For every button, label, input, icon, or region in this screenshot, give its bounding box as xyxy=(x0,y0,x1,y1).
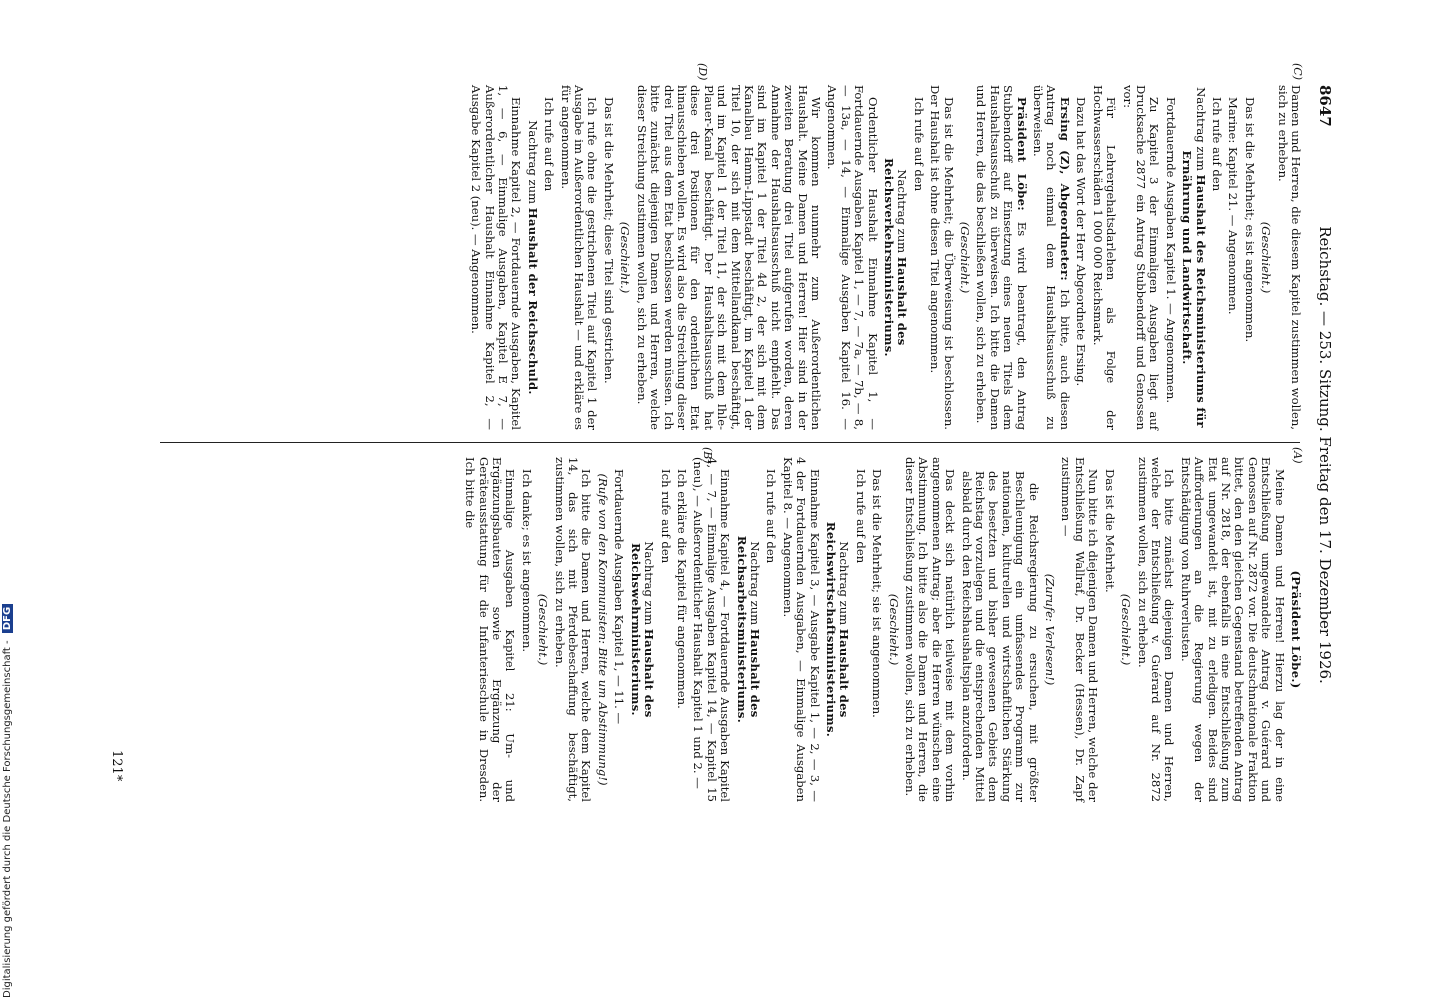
paragraph: Ich rufe ohne die gestrichenen Titel auf Kapitel 1 der Ausgabe im Außerordentlichen Haushalt — und erkläre es für angenommen. xyxy=(558,85,600,430)
section-heading-title: Haushalt des Reichsverkehrsministeriums. xyxy=(882,158,910,357)
section-heading: Nachtrag zum Haushalt des Reichsministeriums für Ernährung und Landwirtschaft. xyxy=(1180,87,1208,428)
paragraph: Dazu hat das Wort der Herr Abgeordnete Ersing. xyxy=(1074,97,1089,387)
paragraph: Das ist die Mehrheit; die Überweisung ist beschlossen. Der Haushalt ist ohne diesen Titel angenommen. xyxy=(928,85,956,430)
paragraph: Zu Kapitel 3 der Einmaligen Ausgaben liegt auf Drucksache 2877 ein Antrag Stubbendorff und Genossen vor: xyxy=(1120,85,1162,430)
section-heading-title: Haushalt des Reichsarbeitsministeriums. xyxy=(734,535,762,724)
stage-direction: (Geschieht.) xyxy=(618,221,633,294)
section-heading-title: Haushalt der Reichsschuld. xyxy=(525,207,540,395)
stage-direction: (Geschieht.) xyxy=(958,221,973,294)
paragraph: Ich erkläre die Kapitel für angenommen. xyxy=(674,469,689,709)
margin-marker-a: (A) xyxy=(1291,447,1304,464)
section-heading-title: Haushalt des Reichswirtschaftsministeriums. xyxy=(824,521,852,738)
stage-direction: (Rufe von den Kommunisten: Bitte um Abstimmung!) xyxy=(595,473,610,786)
margin-marker-b: (B) xyxy=(701,447,714,464)
paragraph: Das ist die Mehrheit; diese Titel sind gestrichen. xyxy=(601,97,616,384)
speaker-name: Ersing (Z), Abgeordneter: xyxy=(1057,97,1072,281)
paragraph: Einnahme Kapitel 2, — Fortdauernde Ausgaben, Kapitel 1, — 6, — Einmalige Ausgaben, Kapitel E 7, — Außerordentlicher Haushalt Einnahme Kapitel 2, — Ausgabe Kapitel 2 (neu). — Angenommen. xyxy=(469,85,524,430)
speaker-heading: (Präsident Löbe.) xyxy=(1289,570,1303,689)
paragraph: Das ist die Mehrheit. xyxy=(1102,469,1117,593)
paragraph: Das ist die Mehrheit; es ist angenommen. xyxy=(1242,97,1257,343)
stage-direction: (Geschieht.) xyxy=(1119,593,1134,666)
section-heading: Nachtrag zum Haushalt der Reichsschuld. xyxy=(525,120,540,395)
paragraph: Ich bitte die Damen und Herren, welche dem Kapitel 14, das sich mit Pferdebeschaffung beschäftigt, zustimmen wollen, sich zu erheben. xyxy=(552,457,594,802)
text-column-first xyxy=(466,85,1302,430)
column-divider xyxy=(160,442,1300,443)
section-heading: Nachtrag zum Haushalt des Reichswirtschaftsministeriums. xyxy=(824,521,852,738)
paragraph: Für Lehrergehaltsdarlehen als Folge der Hochwasserschäden 1 000 000 Reichsmark. xyxy=(1090,85,1119,430)
page-header xyxy=(1312,85,1334,825)
paragraph: Das ist die Mehrheit; sie ist angenommen. xyxy=(870,469,885,718)
paragraph: Ich bitte zunächst diejenigen Damen und Herren, welche der Entschließung v. Guérard auf Nr. 2872 zustimmen wollen, sich zu erheben. xyxy=(1135,457,1177,802)
section-heading: Nachtrag zum Haushalt des Reichswehrministeriums. xyxy=(628,541,657,718)
speech: Ersing (Z), Abgeordneter: Ich bitte, auch diesen Antrag noch einmal dem Haushaltsausschuß zu überweisen. xyxy=(1031,85,1072,430)
paragraph: Wir kommen nunmehr zum Außerordentlichen Haushalt. Meine Damen und Herren! Hier sind in der zweiten Beratung drei Titel aufgerufen worden, deren Annahme der Haushaltsausschuß nicht empfiehlt. Das sind im Kapitel 1 der Titel 4d 2, der sich mit dem Kanalbau Hamm-Lippstadt beschäftigt, im Kapitel 1 der Titel 10, der sich mit dem Mittellandkanal beschäftigt, und im Kapitel 1 der Titel 11, der sich mit dem Ihle-Plauer-Kanal beschäftigt. Der Haushaltsausschuß hat diese drei Positionen für den ordentlichen Etat hinausschieben wollen. Es wird also die Streichung dieser drei Titel aus dem Etat beschlossen werden müssen. Ich bitte zunächst diejenigen Damen und Herren, welche dieser Streichung zustimmen wollen, sich zu erheben. xyxy=(634,85,823,430)
page-title: Reichstag. — 253. Sitzung. Freitag den 17. Dezember 1926. xyxy=(1316,226,1334,684)
paragraph: Ich rufe auf den xyxy=(542,97,557,192)
section-heading-title: Haushalt des Reichswehrministeriums. xyxy=(628,543,657,718)
page-number: 8647 xyxy=(1316,85,1334,127)
speech: Präsident Löbe: Es wird beantragt, den Antrag Stubbendorff auf Einsetzung eines neuen Titels dem Haushaltsausschuß zu überweisen. Ich bitte die Damen und Herren, die das beschließen wollen, sich zu erheben. xyxy=(974,85,1029,430)
margin-marker-d: (D) xyxy=(696,63,709,81)
paragraph: Fortdauernde Ausgaben Kapitel 1. — Angenommen. xyxy=(1163,97,1178,403)
paragraph: Fortdauernde Ausgaben Kapitel 1, — 11. — xyxy=(612,469,627,725)
printer-signature: 121* xyxy=(109,750,124,782)
paragraph: Damen und Herren, die diesem Kapitel zustimmen wollen, sich zu erheben. xyxy=(1275,85,1303,430)
stage-direction: (Geschieht.) xyxy=(1259,221,1274,294)
paragraph: Meine Damen und Herren! Hierzu lag der in eine Entschließung umgewandelte Antrag v. Guérard und Genossen auf Nr. 2872 vor. Die deutschnationale Fraktion bittet, den den gleichen Gegenstand betreffenden Antrag auf Nr. 2818, der ebenfalls in eine Entschließung zum Etat umgewandelt ist, mit zu erledigen. Beides sind Aufforderungen an die Regierung wegen der Entschädigung von Ruhrverlusten. xyxy=(1178,457,1287,802)
margin-marker-c: (C) xyxy=(1291,63,1304,80)
speaker-name: Präsident Löbe: xyxy=(1014,97,1029,211)
paragraph: Einmalige Ausgaben Kapitel 21: Um- und Ergänzungsbauten sowie Ergänzung der Geräteausstattung für die Infanterieschule in Dresden. Ich bitte die xyxy=(463,457,518,802)
section-heading-title: Haushalt des Reichsministeriums für Ernährung und Landwirtschaft. xyxy=(1180,150,1208,428)
stage-direction: (Geschieht.) xyxy=(886,593,901,666)
funding-sidebar xyxy=(2,598,16,998)
paragraph: Ordentlicher Haushalt Einnahme Kapitel 1, — Fortdauernde Ausgaben Kapitel 1, — 7, — 7a, — 7b, — 8, — 13a, — 14, — Einmalige Ausgaben Kapitel 16. — Angenommen. xyxy=(825,85,880,430)
paragraph: Ich rufe auf den xyxy=(911,97,926,192)
paragraph: Das deckt sich natürlich teilweise mit dem vorhin angenommenen Antrag; aber die Herren wünschen eine Abstimmung. Ich bitte also die Damen und Herren, die dieser Entschließung zustimmen wollen, sich zu erheben. xyxy=(903,457,958,802)
section-heading: Nachtrag zum Haushalt des Reichsverkehrsministeriums. xyxy=(882,158,910,357)
quoted-text: die Reichsregierung zu ersuchen, mit größter Beschleunigung ein umfassendes Programm zur nationalen, kulturellen und wirtschaftlichen Stärkung des besetzten und bisher gewesenen Gebiets dem Reichstag vorzulegen und die entsprechenden Mittel alsbald durch den Reichshaushaltsplan anzufordern. xyxy=(959,471,1041,802)
section-heading: Nachtrag zum Haushalt des Reichsarbeitsministeriums. xyxy=(734,535,762,724)
paragraph: Ich danke; es ist angenommen. xyxy=(519,469,534,653)
stage-direction: (Geschieht.) xyxy=(536,593,551,666)
paragraph: Nun bitte ich diejenigen Damen und Herren, welche der Entschließung Wallraf, Dr. Becker (Hessen), Dr. Zapf zustimmen — xyxy=(1059,457,1101,802)
paragraph: Ich rufe auf den xyxy=(764,469,779,564)
paragraph: Einnahme Kapitel 4, — Fortdauernde Ausgaben Kapitel 4, — 7, — Einmalige Ausgaben Kapitel 14, — Kapitel 15 (neu), — Außerordentlicher Haushalt Kapitel 1 und 2. — xyxy=(691,457,733,802)
text-column-second xyxy=(460,457,1302,802)
funding-note: Digitalisierung gefördert durch die Deutsche Forschungsgemeinschaft - xyxy=(2,640,13,998)
document-page xyxy=(94,63,1334,825)
paragraph: Marine: Kapitel 21. — Angenommen. xyxy=(1226,97,1241,315)
paragraph: Ich rufe auf den xyxy=(658,469,673,564)
dfg-logo: DFG xyxy=(2,604,13,633)
stage-direction: (Zurufe: Verlesen!) xyxy=(1043,573,1058,686)
paragraph: Einnahme Kapitel 3, — Ausgabe Kapitel 1, — 2, — 3, — 4 der Fortdauernden Ausgaben, — Einmalige Ausgaben Kapitel 8. — Angenommen. xyxy=(780,457,822,802)
paragraph: Ich rufe auf den xyxy=(1209,97,1224,192)
paragraph: Ich rufe auf den xyxy=(853,469,868,564)
